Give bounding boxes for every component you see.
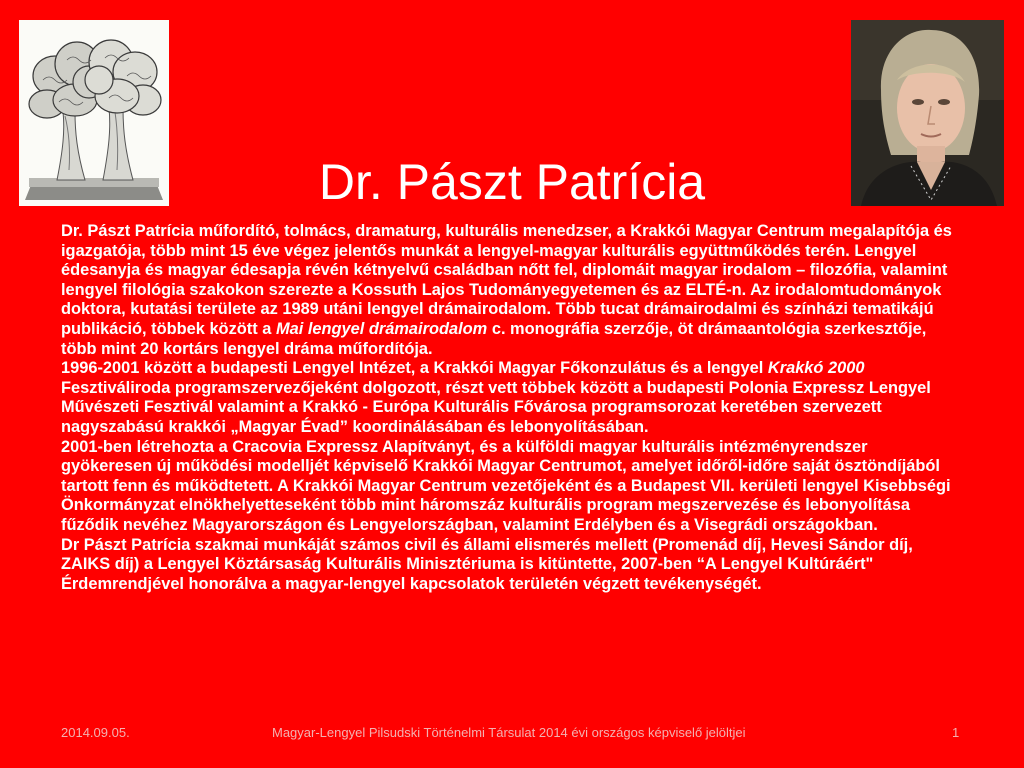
footer-title: Magyar-Lengyel Pilsudski Történelmi Társulat 2014 évi országos képviselő jelöltjei (272, 725, 746, 740)
body-text (61, 222, 961, 594)
paragraph-2-text-a: 1996-2001 között a budapesti Lengyel Intézet, a Krakkói Magyar Főkonzulátus és a lengyel (61, 359, 764, 378)
page-number: 1 (952, 725, 960, 740)
paragraph-2 (61, 359, 961, 437)
tree-logo-icon (19, 20, 169, 206)
footer-date: 2014.09.05. (61, 725, 130, 740)
paragraph-3: 2001-ben létrehozta a Cracovia Expressz Alapítványt, és a külföldi magyar kulturális intézményrendszer gyökeresen új működési modelljét képviselő Krakkói Magyar Centrumot, amelyet időről-időre saját ösztöndíjából tartott fenn és működtetett. A Krakkói Magyar Centrum vezetőjeként és a Budapest VII. kerületi lengyel Kisebbségi Önkormányzat elnökhelyetteseként több mint háromszáz kulturális program megszervezése és lebonyolítása fűződik nevéhez Magyarországon és Lengyelországban, valamint Erdélyben és a Visegrádi országokban. (61, 437, 951, 534)
book-title: Mai lengyel drámairodalom (275, 319, 488, 338)
paragraph-1-text-a: Dr. Pászt Patrícia műfordító, tolmács, dramaturg, kulturális menedzser, a Krakkói Magyar Centrum megalapítója és igazgatója, több mint 15 éve végez jelentős munkát a lengyel-magyar kulturális együttműködés terén. Lengyel édesanyja és magyar édesapja révén kétnyelvű családban nőtt fel, diplomáit magyar irodalom – filozófia, valamint lengyel filológia szakokon szerezte a Kossuth Lajos Tudományegyetemen és az ELTÉ-n. Az irodalomtudományok doktora, kutatási területe az 1989 utáni lengyel drámairodalom. Több tucat drámairodalmi és színházi tematikájú publikáció, többek között a (61, 222, 952, 338)
paragraph-2-text-b: Fesztiváliroda programszervezőjeként dolgozott, részt vett többek között a budapesti Polonia Expressz Lengyel Művészeti Fesztivál valamint a Krakkó - Európa Kulturális Fővárosa programsorozat keretében szervezett nagyszabású krakkói „Magyar Évad” koordinálásában és lebonyolításában. (61, 378, 931, 436)
slide-title: Dr. Pászt Patrícia (318, 153, 706, 210)
paragraph-1 (61, 222, 961, 359)
festival-name: Krakkó 2000 (767, 359, 865, 378)
paragraph-1-text-b: c. monográfia szerzője, öt drámaantológia szerkesztője, több mint 20 kortárs lengyel dráma műfordítója. (61, 319, 927, 358)
paragraph-4: Dr Pászt Patrícia szakmai munkáját számos civil és állami elismerés mellett (Promenád díj, Hevesi Sándor díj, ZAIKS díj) a Lengyel Köztársaság Kulturális Minisztériuma is kitüntette, 2007-ben “A Lengyel Kultúráért" Érdemrendjével honorálva a magyar-lengyel kapcsolatok területén végzett tevékenységét. (61, 535, 913, 593)
portrait-photo (851, 20, 1004, 206)
